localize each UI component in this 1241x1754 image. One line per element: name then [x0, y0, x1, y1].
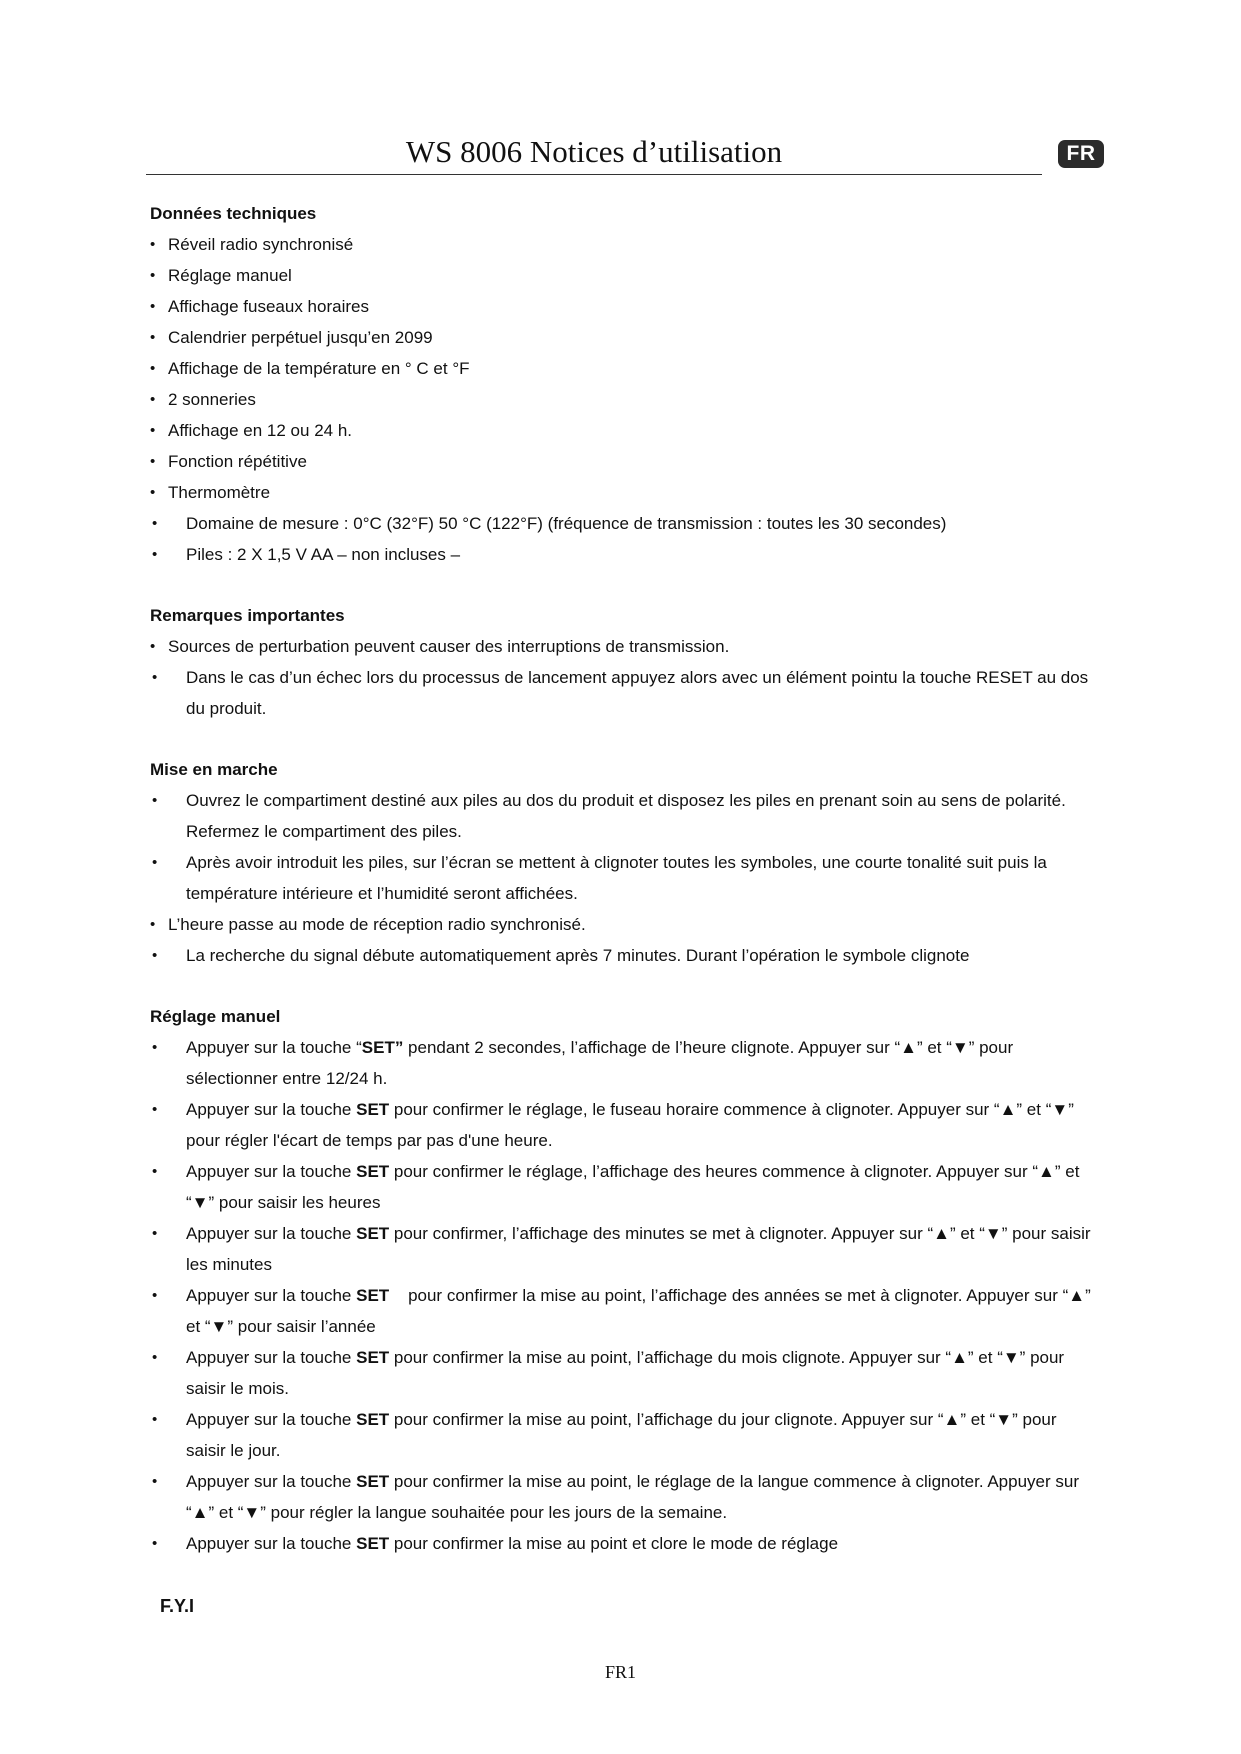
list-item — [150, 260, 1100, 291]
bullet-list — [150, 631, 1100, 724]
list-item — [150, 1094, 1100, 1156]
list-item — [150, 539, 1100, 570]
item-text: Réglage manuel — [168, 266, 292, 285]
bullet-icon: • — [152, 515, 158, 532]
bullet-icon: • — [150, 916, 156, 933]
item-text: Piles : 2 X 1,5 V AA – non incluses – — [186, 545, 461, 564]
item-text: Fonction répétitive — [168, 452, 307, 471]
section-title: Réglage manuel — [150, 1007, 281, 1026]
list-item — [150, 847, 1100, 909]
bullet-icon: • — [152, 792, 158, 809]
bullet-icon: • — [152, 1349, 158, 1366]
bullet-list — [150, 1032, 1100, 1559]
bullet-icon: • — [150, 484, 156, 501]
key-label: SET — [356, 1348, 390, 1367]
bullet-icon: • — [152, 546, 158, 563]
item-text: Après avoir introduit les piles, sur l’écran se mettent à clignoter toutes les symboles, une courte tonalité suit puis la température intérieure et l’humidité seront affichées. — [186, 853, 1047, 903]
bullet-icon: • — [152, 669, 158, 686]
fyi-label: F.Y.I — [160, 1596, 195, 1616]
list-item — [150, 353, 1100, 384]
bullet-list — [150, 229, 1100, 570]
section-title: Données techniques — [150, 204, 317, 223]
list-item — [150, 384, 1100, 415]
item-text: Domaine de mesure : 0°C (32°F) 50 °C (122°F) (fréquence de transmission : toutes les 30 secondes) — [186, 514, 947, 533]
item-text: Appuyer sur la touche — [186, 1286, 357, 1305]
key-label: SET — [356, 1286, 390, 1305]
list-item — [150, 508, 1100, 539]
document-title: WS 8006 Notices d’utilisation — [405, 134, 783, 169]
key-label: SET — [356, 1100, 390, 1119]
item-text: Appuyer sur la touche — [186, 1224, 357, 1243]
page-header — [146, 120, 1146, 176]
item-text: Ouvrez le compartiment destiné aux piles au dos du produit et disposez les piles en prenant soin au sens de polarité. Refermez le compartiment des piles. — [186, 791, 1066, 841]
item-text: Appuyer sur la touche — [186, 1472, 357, 1491]
list-item — [150, 1466, 1100, 1528]
key-label: SET — [356, 1410, 390, 1429]
list-item — [150, 1218, 1100, 1280]
page-number: FR1 — [604, 1662, 637, 1682]
section-title: Remarques importantes — [150, 606, 345, 625]
bullet-icon: • — [152, 1535, 158, 1552]
list-item — [150, 662, 1100, 724]
key-label: SET — [356, 1534, 390, 1553]
item-text: Appuyer sur la touche — [186, 1162, 357, 1181]
item-text: pour confirmer la mise au point, l’affichage du mois clignote. Appuyer sur “▲” et “▼” pour saisir le mois. — [186, 1348, 1069, 1398]
section-title: Mise en marche — [150, 760, 278, 779]
list-item — [150, 1032, 1100, 1094]
list-item — [150, 1280, 1100, 1342]
item-text: Thermomètre — [168, 483, 271, 502]
bullet-icon: • — [152, 1411, 158, 1428]
bullet-icon: • — [152, 1473, 158, 1490]
item-text: pour confirmer le réglage, l’affichage des heures commence à clignoter. Appuyer sur “▲” et “▼” pour saisir les heures — [186, 1162, 1085, 1212]
bullet-icon: • — [150, 236, 156, 253]
item-text: Appuyer sur la touche — [186, 1348, 357, 1367]
list-item — [150, 415, 1100, 446]
bullet-icon: • — [152, 947, 158, 964]
item-text: pour confirmer la mise au point, l’affichage des années se met à clignoter. Appuyer sur “▲” et “▼” pour saisir l’année — [186, 1286, 1096, 1336]
list-item — [150, 940, 1100, 971]
item-text: Affichage fuseaux horaires — [168, 297, 369, 316]
key-label: SET” — [361, 1038, 404, 1057]
item-text: Appuyer sur la touche — [186, 1534, 357, 1553]
bullet-icon: • — [150, 453, 156, 470]
item-text: La recherche du signal débute automatiquement après 7 minutes. Durant l’opération le symbole clignote — [186, 946, 970, 965]
item-text: pour confirmer la mise au point, l’affichage du jour clignote. Appuyer sur “▲” et “▼” pour saisir le jour. — [186, 1410, 1062, 1460]
item-text: Affichage de la température en ° C et °F — [168, 359, 470, 378]
header-rule — [146, 174, 1042, 175]
list-item — [150, 291, 1100, 322]
bullet-icon: • — [152, 1101, 158, 1118]
list-item — [150, 1404, 1100, 1466]
list-item — [150, 229, 1100, 260]
list-item — [150, 446, 1100, 477]
item-text: Dans le cas d’un échec lors du processus de lancement appuyez alors avec un élément pointu la touche RESET au dos du produit. — [186, 668, 1089, 718]
key-label: SET — [356, 1224, 390, 1243]
item-text: pour confirmer le réglage, le fuseau horaire commence à clignoter. Appuyer sur “▲” et “▼” pour régler l'écart de temps par pas d'une heure. — [186, 1100, 1079, 1150]
list-item — [150, 322, 1100, 353]
list-item — [150, 1342, 1100, 1404]
section — [150, 600, 1100, 724]
item-text: Affichage en 12 ou 24 h. — [168, 421, 353, 440]
item-text: Sources de perturbation peuvent causer des interruptions de transmission. — [168, 637, 730, 656]
bullet-icon: • — [152, 1225, 158, 1242]
section — [150, 198, 1100, 570]
list-item — [150, 909, 1100, 940]
language-badge: FR — [1058, 140, 1104, 168]
item-text: pendant 2 secondes, l’affichage de l’heure clignote. Appuyer sur “▲” et “▼” pour sélectionner entre 12/24 h. — [186, 1038, 1018, 1088]
item-text: Calendrier perpétuel jusqu’en 2099 — [168, 328, 433, 347]
section — [150, 1001, 1100, 1559]
item-text: 2 sonneries — [168, 390, 256, 409]
item-text: pour confirmer, l’affichage des minutes se met à clignoter. Appuyer sur “▲” et “▼” pour saisir les minutes — [186, 1224, 1096, 1274]
item-text: pour confirmer la mise au point, le réglage de la langue commence à clignoter. Appuyer sur “▲” et “▼” pour régler la langue souhaitée pour les jours de la semaine. — [186, 1472, 1084, 1522]
bullet-icon: • — [152, 1039, 158, 1056]
bullet-icon: • — [152, 854, 158, 871]
key-label: SET — [356, 1472, 390, 1491]
bullet-icon: • — [150, 422, 156, 439]
section — [150, 754, 1100, 971]
list-item — [150, 785, 1100, 847]
document-body — [150, 198, 1100, 1589]
item-text: pour confirmer la mise au point et clore le mode de réglage — [389, 1534, 839, 1553]
bullet-icon: • — [150, 329, 156, 346]
list-item — [150, 631, 1100, 662]
bullet-icon: • — [152, 1163, 158, 1180]
item-text: L’heure passe au mode de réception radio synchronisé. — [168, 915, 586, 934]
bullet-list — [150, 785, 1100, 971]
item-text: Appuyer sur la touche — [186, 1410, 357, 1429]
bullet-icon: • — [150, 391, 156, 408]
key-label: SET — [356, 1162, 390, 1181]
bullet-icon: • — [150, 298, 156, 315]
list-item — [150, 1156, 1100, 1218]
item-text: Réveil radio synchronisé — [168, 235, 354, 254]
bullet-icon: • — [150, 267, 156, 284]
bullet-icon: • — [150, 360, 156, 377]
item-text: Appuyer sur la touche — [186, 1100, 357, 1119]
list-item — [150, 1528, 1100, 1559]
bullet-icon: • — [152, 1287, 158, 1304]
list-item — [150, 477, 1100, 508]
bullet-icon: • — [150, 638, 156, 655]
item-text: Appuyer sur la touche “ — [186, 1038, 362, 1057]
